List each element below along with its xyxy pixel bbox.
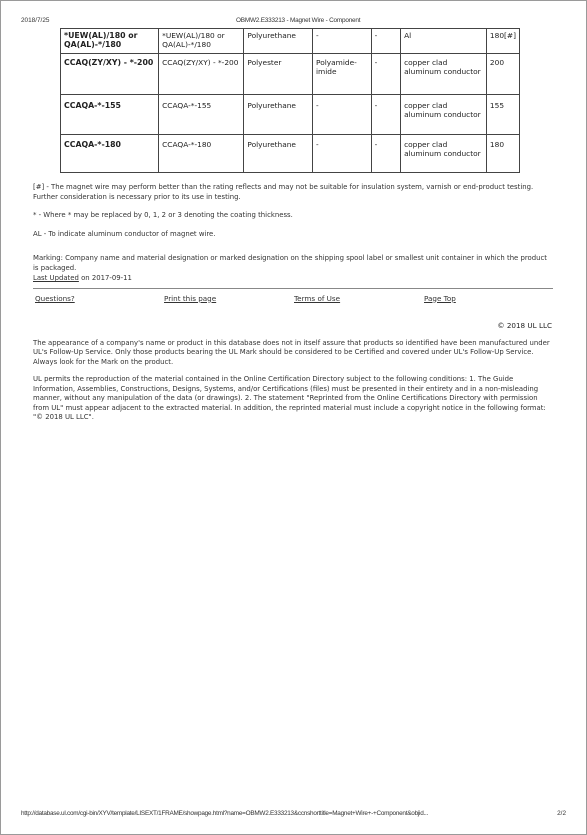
print-page-link[interactable]: Print this page (164, 293, 217, 303)
overcoat-cell: - (313, 95, 372, 135)
table-row (61, 54, 520, 95)
table-row (61, 29, 520, 54)
rating-cell: 200 (486, 54, 519, 95)
thickness-footnote: * - Where * may be replaced by 0, 1, 2 or 3 denoting the coating thickness. (33, 211, 293, 219)
last-updated (33, 274, 553, 284)
terms-of-use-link[interactable]: Terms of Use (294, 293, 341, 303)
print-title: OBMW2.E333213 - Magnet Wire - Component (236, 17, 361, 24)
disclaimer-text: The appearance of a company's name or product in this database does not in itself assure that products so identified have been manufactured under UL's Follow-Up Service. Only those products bearing the UL Mark should be considered to be Certified and covered under UL's Follow-Up Service. Always look for the Mark on the product. (33, 338, 550, 366)
designation-ref-cell: CCAQA-*-180 (159, 135, 244, 173)
print-date: 2018/7/25 (21, 17, 50, 24)
reprint-conditions: UL permits the reproduction of the material contained in the Online Certification Directory subject to the following conditions: 1. The Guide Information, Assemblies, Constructions, Designs, Systems, and/or Certifications (files) must be presented in their entirety and in a non-misleading manner, without any manipulation of the data (or drawings). 2. The statement "Reprinted from the Online Certifications Directory with permission from UL" must appear adjacent to the extracted material. In addition, the reprinted material must include a copyright notice in the following format: "© 2018 UL LLC". (33, 375, 546, 421)
copyright: © 2018 UL LLC (497, 320, 552, 330)
insulation-cell: Polyurethane (244, 95, 313, 135)
marking-text: Marking: Company name and material designation or marked designation on the shipping spool label or smallest unit container in which the product is packaged. (33, 254, 547, 272)
last-updated-link[interactable]: Last Updated (33, 274, 79, 282)
last-updated-date: on 2017-09-11 (78, 274, 132, 282)
insulation-cell: Polyurethane (244, 29, 313, 54)
bond-cell: - (371, 29, 400, 54)
designation-cell: CCAQA-*-180 (61, 135, 159, 173)
designation-ref-cell: CCAQ(ZY/XY) - *-200 (159, 54, 244, 95)
page-top-link[interactable]: Page Top (424, 293, 456, 303)
rating-cell: 155 (486, 95, 519, 135)
aluminum-footnote: AL - To indicate aluminum conductor of magnet wire. (33, 229, 216, 238)
conductor-cell: Al (401, 29, 487, 54)
conductor-cell: copper clad aluminum conductor (401, 135, 487, 173)
page-number: 2/2 (557, 810, 566, 817)
bond-cell: - (371, 54, 400, 95)
questions-link[interactable]: Questions? (35, 293, 75, 303)
bond-cell: - (371, 135, 400, 173)
conductor-cell: copper clad aluminum conductor (401, 95, 487, 135)
footer-nav (33, 294, 553, 308)
insulation-cell: Polyester (244, 54, 313, 95)
rating-footnote: [#] - The magnet wire may perform better than the rating reflects and may not be suitable for insulation system, varnish or end-product testing. Further consideration is necessary prior to its use in testing. (33, 183, 534, 201)
rating-cell: 180[#] (486, 29, 519, 54)
table-row (61, 95, 520, 135)
table-row (61, 135, 520, 173)
overcoat-cell: - (313, 135, 372, 173)
overcoat-cell: - (313, 29, 372, 54)
divider (33, 288, 553, 289)
designation-cell: *UEW(AL)/180 or QA(AL)-*/180 (61, 29, 159, 54)
rating-cell: 180 (486, 135, 519, 173)
overcoat-cell: Polyamide-imide (313, 54, 372, 95)
bond-cell: - (371, 95, 400, 135)
product-table (60, 28, 520, 173)
print-url: http://database.ul.com/cgi-bin/XYV/template/LISEXT/1FRAME/showpage.html?name=OBMW2.E333213&ccnshorttitle=Magnet+Wire+-+Component&objid... (21, 810, 429, 817)
notes-section (33, 183, 553, 284)
conductor-cell: copper clad aluminum conductor (401, 54, 487, 95)
insulation-cell: Polyurethane (244, 135, 313, 173)
designation-cell: CCAQA-*-155 (61, 95, 159, 135)
designation-cell: CCAQ(ZY/XY) - *-200 (61, 54, 159, 95)
page-content (33, 28, 553, 423)
designation-ref-cell: *UEW(AL)/180 or QA(AL)-*/180 (159, 29, 244, 54)
designation-ref-cell: CCAQA-*-155 (159, 95, 244, 135)
